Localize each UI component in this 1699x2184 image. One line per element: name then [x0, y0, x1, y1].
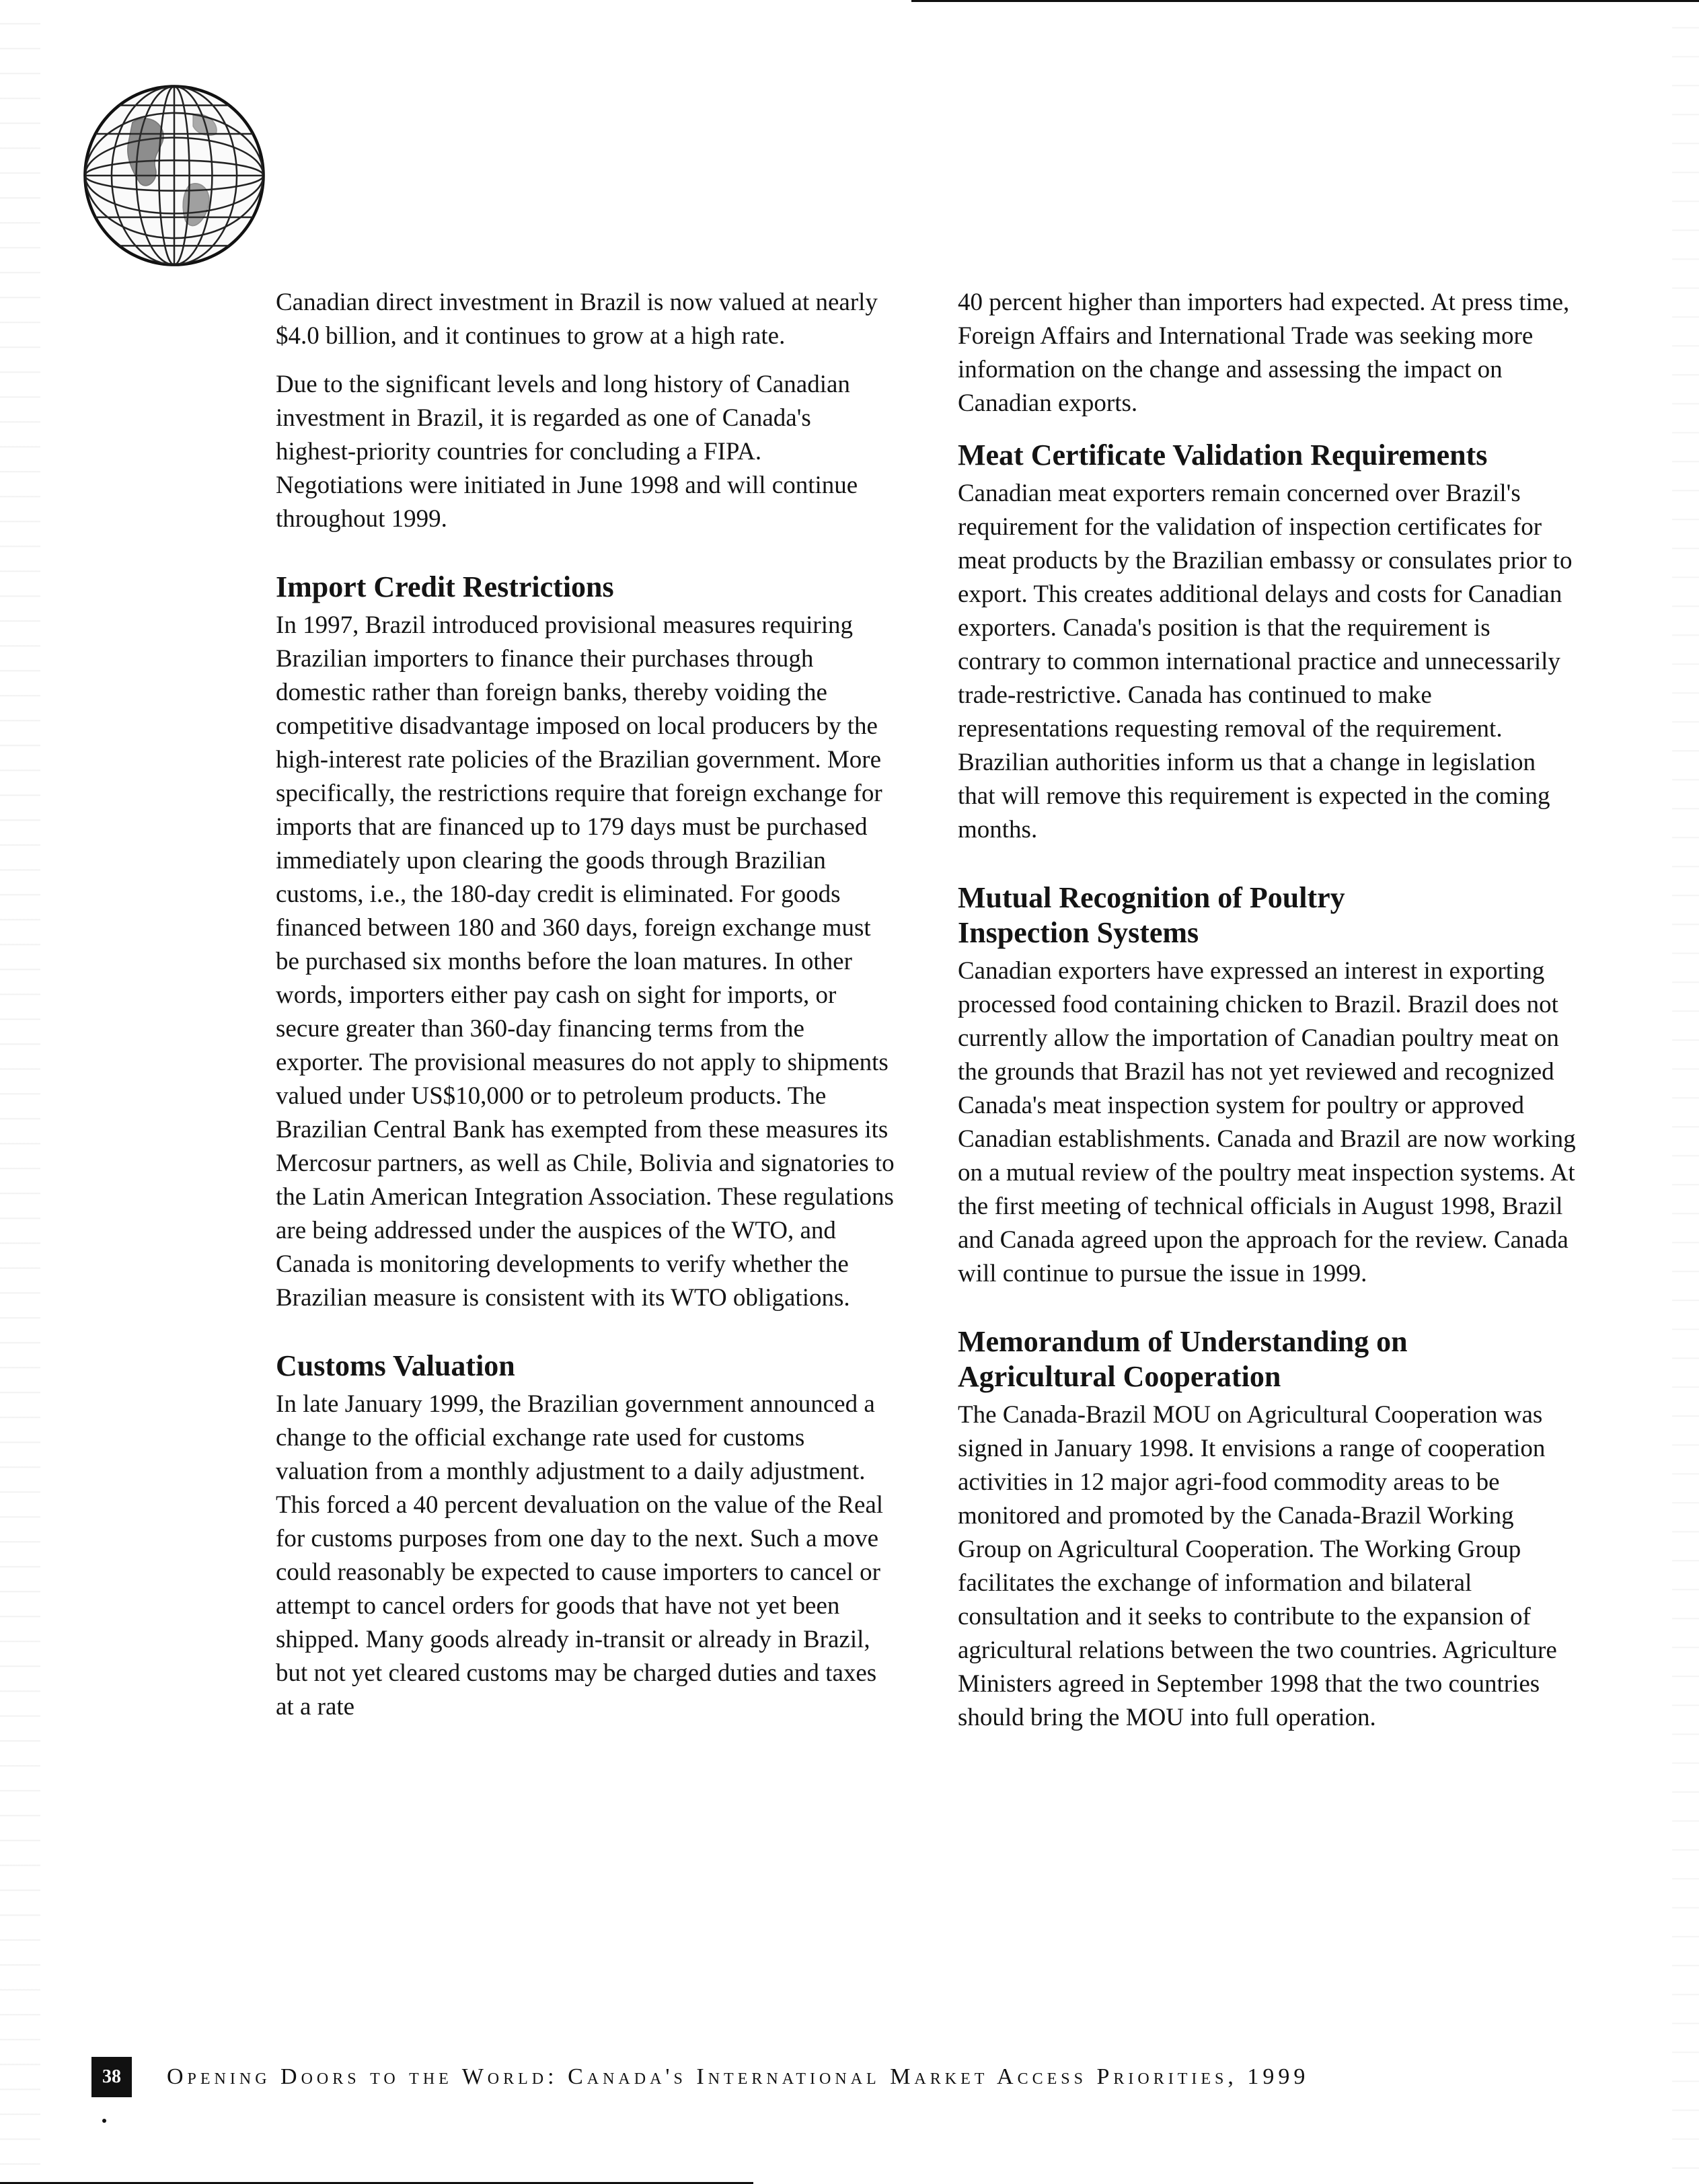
page-footer — [91, 2057, 1309, 2097]
scan-edge-left — [0, 0, 40, 2184]
top-rule — [911, 0, 1699, 2]
scan-edge-right — [1672, 0, 1699, 2184]
paragraph: Canadian meat exporters remain concerned over Brazil's requirement for the validation of inspection certificates for meat products by the Brazilian embassy or consulates prior to export. This creates additional delays and costs for Canadian exporters. Canada's position is that the requirement is contrary to common international practice and unnecessarily trade-restrictive. Canada has continued to make representations requesting removal of the requirement. Brazilian authorities inform us that a change in legislation that will remove this requirement is expected in the coming months. — [958, 480, 1573, 843]
section-heading: Mutual Recognition of Poultry Inspection Systems — [958, 881, 1345, 949]
paragraph: Canadian exporters have expressed an interest in exporting processed food containing chicken to Brazil. Brazil does not currently allow the importation of Canadian poultry meat on the grounds that Brazil has not yet reviewed and recognized Canada's meat inspection system for poultry or approved Canadian establishments. Canada and Brazil are now working on a mutual review of the poultry meat inspection systems. At the first meeting of technical officials in August 1998, Brazil and Canada agreed upon the approach for the review. Canada will continue to pursue the issue in 1999. — [958, 957, 1576, 1287]
paragraph: In 1997, Brazil introduced provisional measures requiring Brazilian importers to finance their purchases through domestic rather than foreign banks, thereby voiding the competitive disadvantage imposed on local producers by the high-interest rate policies of the Brazilian government. More specifically, the restrictions require that foreign exchange for imports that are financed up to 179 days must be purchased immediately upon clearing the goods through Brazilian customs, i.e., the 180-day credit is eliminated. For goods financed between 180 and 360 days, foreign exchange must be purchased six months before the loan matures. In other words, importers either pay cash on sight for imports, or secure greater than 360-day financing terms from the exporter. The provisional measures do not apply to shipments valued under US$10,000 or to petroleum products. The Brazilian Central Bank has exempted from these measures its Mercosur partners, as well as Chile, Bolivia and signatories to the Latin American Integration Association. These regulations are being addressed under the auspices of the WTO, and Canada is monitoring developments to verify whether the Brazilian measure is consistent with its WTO obligations. — [276, 611, 895, 1312]
paragraph: The Canada-Brazil MOU on Agricultural Cooperation was signed in January 1998. It envisions a range of cooperation activities in 12 major agri-food commodity areas to be monitored and promoted by the Canada-Brazil Working Group on Agricultural Cooperation. The Working Group facilitates the exchange of information and bilateral consultation and it seeks to contribute to the expansion of agricultural relations between the two countries. Agriculture Ministers agreed in September 1998 that the two countries should bring the MOU into full operation. — [958, 1401, 1557, 1731]
paragraph: 40 percent higher than importers had expected. At press time, Foreign Affairs and International Trade was seeking more information on the change and assessing the impact on Canadian exports. — [958, 289, 1570, 417]
paragraph: In late January 1999, the Brazilian government announced a change to the official exchange rate used for customs valuation from a monthly adjustment to a daily adjustment. This forced a 40 percent devaluation on the value of the Real for customs purposes from one day to the next. Such a move could reasonably be expected to cause importers to cancel or attempt to cancel orders for goods that have not yet been shipped. Many goods already in-transit or already in Brazil, but not yet cleared customs may be charged duties and taxes at a rate — [276, 1390, 884, 1721]
globe-icon — [79, 81, 269, 270]
section-heading: Meat Certificate Validation Requirements — [958, 439, 1488, 472]
section-heading: Customs Valuation — [276, 1349, 515, 1382]
left-column — [276, 286, 895, 1739]
paragraph: Due to the significant levels and long history of Canadian investment in Brazil, it is regarded as one of Canada's highest-priority countries for concluding a FIPA. Negotiations were initiated in June 1998 and will continue throughout 1999. — [276, 371, 858, 533]
section-heading: Memorandum of Understanding on Agricultural Cooperation — [958, 1325, 1408, 1393]
running-footer-title: Opening Doors to the World: Canada's International Market Access Priorities, 1999 — [167, 2064, 1310, 2089]
right-column — [958, 286, 1577, 1749]
paragraph: Canadian direct investment in Brazil is now valued at nearly $4.0 billion, and it continues to grow at a high rate. — [276, 289, 878, 350]
section-heading: Import Credit Restrictions — [276, 570, 614, 603]
scan-dot — [102, 2119, 106, 2123]
page-number: 38 — [91, 2057, 132, 2097]
